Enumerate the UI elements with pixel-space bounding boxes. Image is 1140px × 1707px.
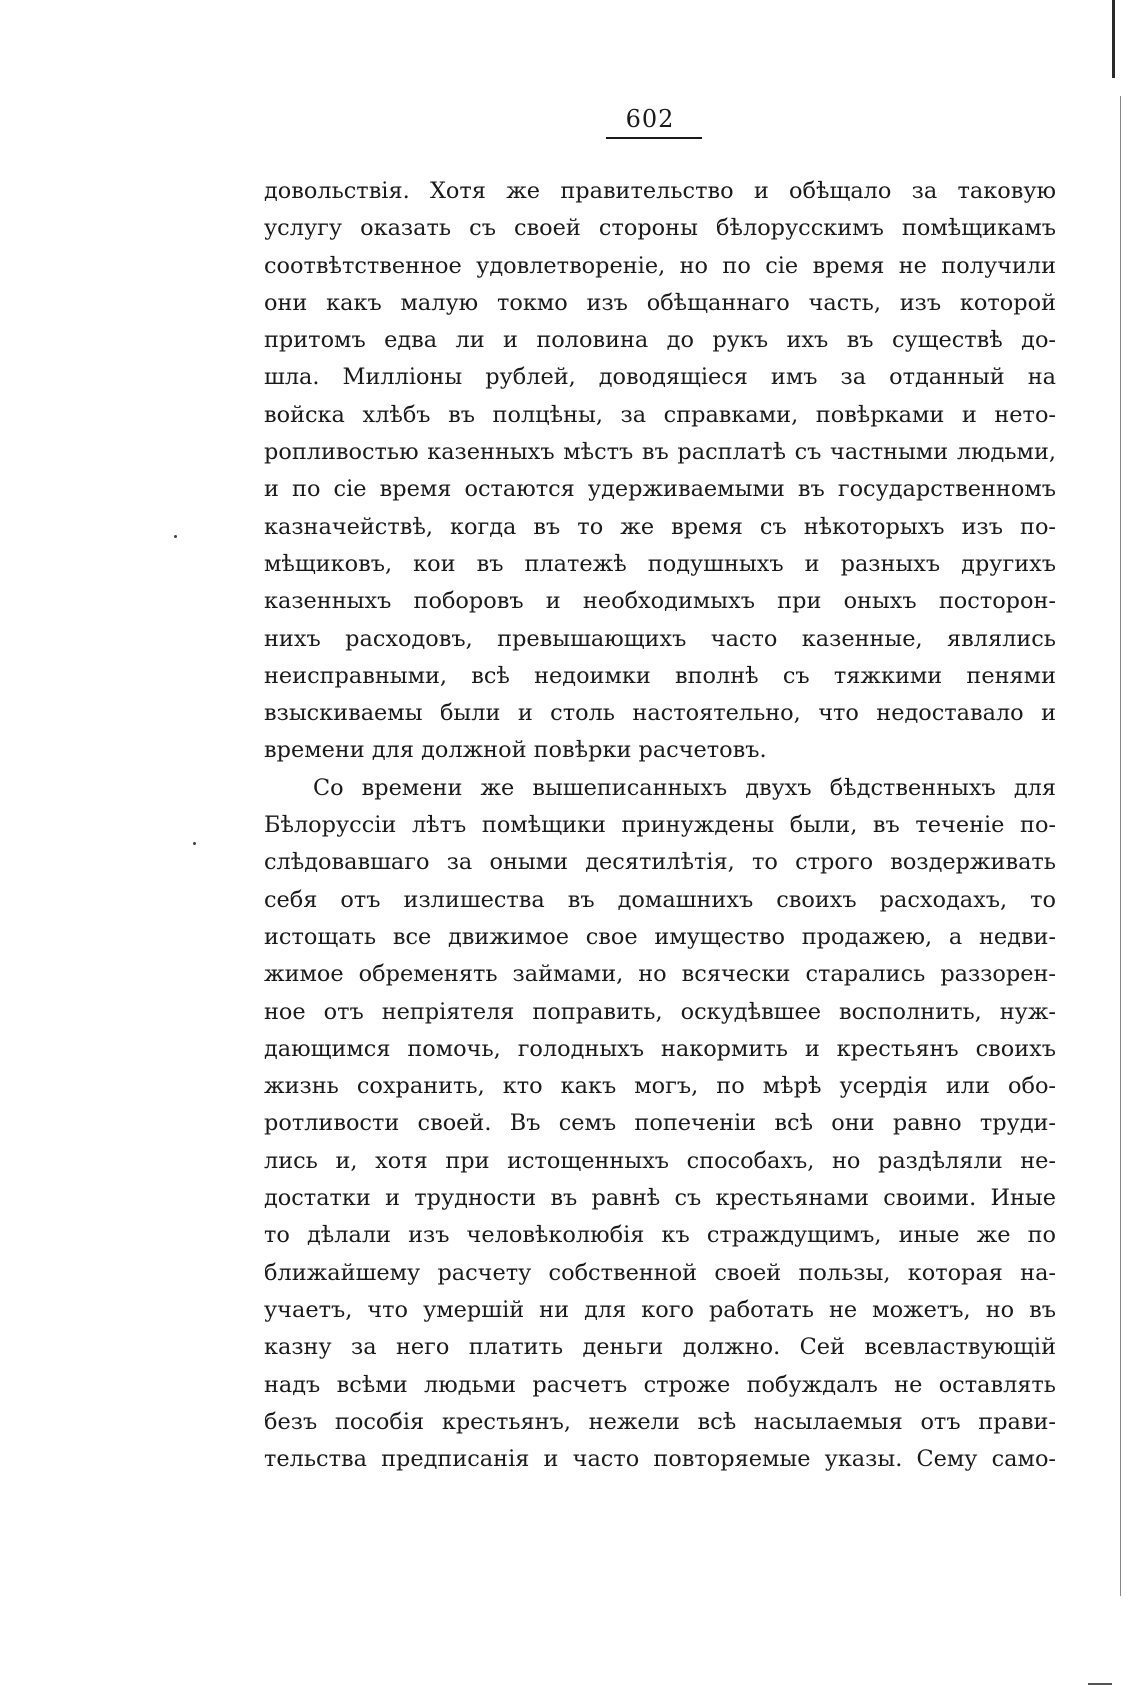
text-line: казначействѣ, когда въ то же время съ нѣкоторыхъ изъ по-: [264, 513, 1056, 540]
page-edge-rule: [1120, 96, 1121, 1596]
text-line: мѣщиковъ, кои въ платежѣ подушныхъ и разныхъ другихъ: [264, 550, 1056, 577]
text-line: довольствія. Хотя же правительство и обѣщало за таковую: [264, 178, 1056, 204]
text-line: безъ пособія крестьянъ, нежели всѣ насылаемыя отъ прави-: [264, 1408, 1056, 1435]
text-line: лись и, хотя при истощенныхъ способахъ, но раздѣляли не-: [264, 1147, 1056, 1174]
text-line: казенныхъ поборовъ и необходимыхъ при оныхъ посторон-: [264, 588, 1056, 615]
text-line: соотвѣтственное удовлетвореніе, но по сіе время не получили: [264, 252, 1056, 279]
text-line: жизнь сохранить, кто какъ могъ, по мѣрѣ усердія или обо-: [264, 1073, 1056, 1100]
page-number-rule: [606, 137, 702, 139]
text-line: притомъ едва ли и половина до рукъ ихъ въ существѣ до-: [264, 327, 1056, 354]
text-line: казну за него платить деньги должно. Сей всевластвующій: [264, 1334, 1056, 1361]
text-line: ближайшему расчету собственной своей пользы, которая на-: [264, 1259, 1056, 1286]
text-line: неисправными, всѣ недоимки вполнѣ съ тяжкими пенями: [264, 662, 1056, 689]
text-line: учаетъ, что умершій ни для кого работать не можетъ, но въ: [264, 1296, 1056, 1323]
text-line: тельства предписанія и часто повторяемые указы. Сему само-: [264, 1446, 1056, 1473]
scan-mark: [1088, 1683, 1112, 1685]
paragraph-1: [264, 173, 1056, 770]
text-line: ропливостью казенныхъ мѣстъ въ расплатѣ съ частными людьми,: [264, 439, 1056, 466]
text-line: то дѣлали изъ человѣколюбія къ страждущимъ, иные же по: [264, 1222, 1056, 1249]
text-line: ное отъ непріятеля поправить, оскудѣвшее восполнить, нуж-: [264, 998, 1056, 1025]
scan-speck: [174, 535, 177, 538]
text-line: жимое обременять займами, но всячески старались раззорен-: [264, 961, 1056, 988]
text-line: достатки и трудности въ равнѣ съ крестьянами своими. Иные: [264, 1185, 1056, 1212]
text-line: Со времени же вышеписанныхъ двухъ бѣдственныхъ для: [313, 774, 1056, 801]
text-line: Бѣлоруссіи лѣтъ помѣщики принуждены были, въ теченіе по-: [264, 812, 1056, 839]
text-line: дающимся помочь, голодныхъ накормить и крестьянъ своихъ: [264, 1035, 1056, 1062]
page-edge-rule: [1112, 0, 1115, 78]
scan-speck: [193, 842, 196, 845]
text-line: слѣдовавшаго за оными десятилѣтія, то строго воздерживать: [264, 849, 1056, 876]
text-line: и по сіе время остаются удерживаемыми въ государственномъ: [264, 476, 1056, 503]
text-line: времени для должной повѣрки расчетовъ.: [264, 737, 767, 764]
paragraph-2: [264, 770, 1056, 1479]
text-line: взыскиваемы были и столь настоятельно, что недоставало и: [264, 700, 1056, 727]
text-line: нихъ расходовъ, превышающихъ часто казенные, являлись: [264, 625, 1056, 652]
text-line: шла. Милліоны рублей, доводящіеся имъ за отданный на: [264, 364, 1056, 391]
body-text: [264, 173, 1056, 1478]
text-line: войска хлѣбъ въ полцѣны, за справками, повѣрками и нето-: [264, 401, 1056, 428]
text-line: истощать все движимое свое имущество продажею, а недви-: [264, 923, 1056, 950]
page-number: 602: [625, 105, 675, 133]
text-line: они какъ малую токмо изъ обѣщаннаго часть, изъ которой: [264, 289, 1056, 316]
text-line: услугу оказать съ своей стороны бѣлорусскимъ помѣщикамъ: [264, 215, 1056, 242]
text-line: надъ всѣми людьми расчетъ строже побуждалъ не оставлять: [264, 1371, 1056, 1398]
text-line: ротливости своей. Въ семъ попеченіи всѣ они равно труди-: [264, 1110, 1056, 1137]
text-line: себя отъ излишества въ домашнихъ своихъ расходахъ, то: [264, 886, 1056, 913]
